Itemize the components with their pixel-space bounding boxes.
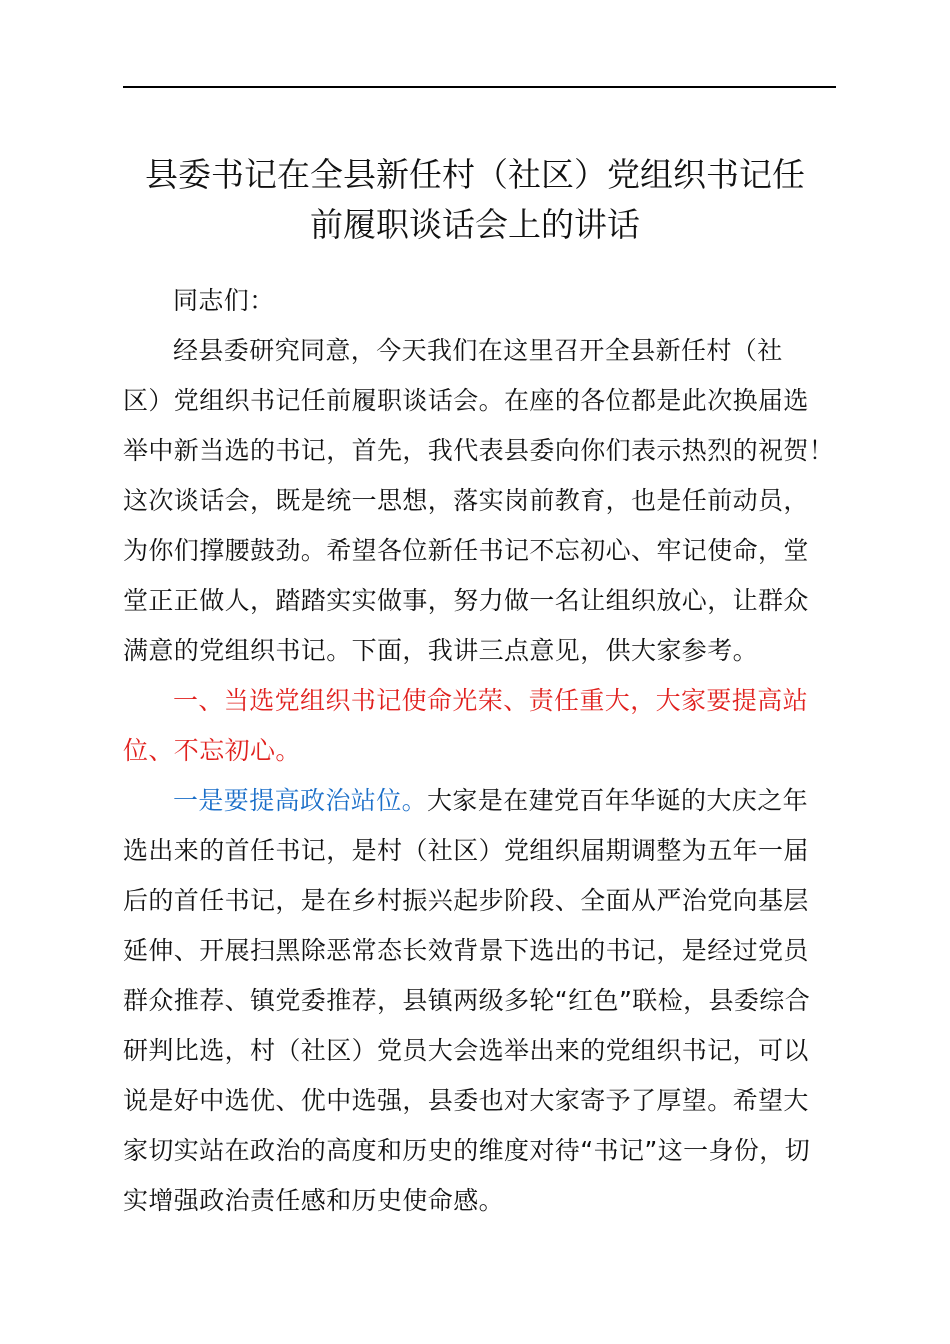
- paragraph-1-line: 满意的党组织书记。下面，我讲三点意见，供大家参考。: [123, 636, 759, 665]
- top-rule: [123, 86, 836, 88]
- paragraph-2-line: 实增强政治责任感和历史使命感。: [123, 1186, 505, 1215]
- document-body: [123, 276, 843, 1226]
- paragraph-2-line: 研判比选，村（社区）党员大会选举出来的党组织书记，可以: [123, 1036, 809, 1065]
- title-line-1: 县委书记在全县新任村（社区）党组织书记任: [145, 155, 805, 194]
- paragraph-1-line: 为你们撑腰鼓劲。希望各位新任书记不忘初心、牢记使命，堂: [123, 536, 809, 565]
- subheading-1: 一是要提高政治站位。: [173, 786, 428, 815]
- paragraph-2-line: 说是好中选优、优中选强，县委也对大家寄予了厚望。希望大: [123, 1086, 809, 1115]
- paragraph-1-line: 举中新当选的书记，首先，我代表县委向你们表示热烈的祝贺！: [123, 436, 835, 465]
- paragraph-1-line: 经县委研究同意，今天我们在这里召开全县新任村（社: [173, 336, 783, 365]
- document-title: [0, 150, 950, 250]
- title-line-2: 前履职谈话会上的讲话: [310, 205, 640, 244]
- section-heading-1-line: 一、当选党组织书记使命光荣、责任重大，大家要提高站: [173, 686, 809, 715]
- paragraph-2-line: 延伸、开展扫黑除恶常态长效背景下选出的书记，是经过党员: [123, 936, 809, 965]
- paragraph-2-line: 家切实站在政治的高度和历史的维度对待“书记”这一身份，切: [123, 1136, 811, 1165]
- salutation: 同志们：: [173, 286, 275, 315]
- paragraph-1-line: 堂正正做人，踏踏实实做事，努力做一名让组织放心，让群众: [123, 586, 809, 615]
- paragraph-2-line: 后的首任书记，是在乡村振兴起步阶段、全面从严治党向基层: [123, 886, 809, 915]
- paragraph-2-first-line: [123, 776, 843, 826]
- paragraph-2-first-rest: 大家是在建党百年华诞的大庆之年: [427, 786, 809, 815]
- paragraph-2-line: 选出来的首任书记，是村（社区）党组织届期调整为五年一届: [123, 836, 809, 865]
- paragraph-1-line: 区）党组织书记任前履职谈话会。在座的各位都是此次换届选: [123, 386, 809, 415]
- section-heading-1-line: 位、不忘初心。: [123, 736, 301, 765]
- paragraph-2-line: 群众推荐、镇党委推荐，县镇两级多轮“红色”联检，县委综合: [123, 986, 811, 1015]
- paragraph-1-line: 这次谈话会，既是统一思想，落实岗前教育，也是任前动员，: [123, 486, 809, 515]
